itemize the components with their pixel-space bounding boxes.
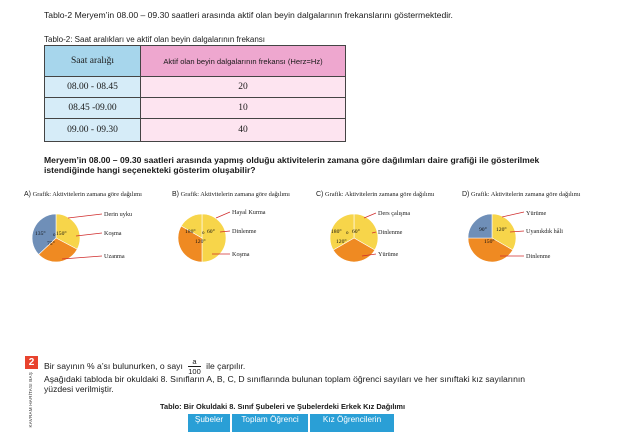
cell-time: 09.00 - 09.30 <box>45 119 141 142</box>
cell-time: 08.00 - 08.45 <box>45 77 141 98</box>
center-mark: o <box>53 233 56 238</box>
angle-label: 60° <box>207 229 215 235</box>
question-number-badge: 2 <box>25 356 38 369</box>
angle-label: 180° <box>331 229 342 235</box>
header-toplam-ogrenci: Toplam Öğrenci <box>232 414 308 432</box>
table-header-row <box>45 46 346 77</box>
option-letter: C) <box>316 191 324 198</box>
sidebar-vertical-text: KAVRAM HARİTASI BAŞ <box>28 372 33 428</box>
option-a-title[interactable] <box>24 191 142 198</box>
activity-label: Derin uyku <box>104 211 133 218</box>
activity-label: Dinlenme <box>378 229 403 236</box>
activity-label: Uyanıkdık hâli <box>526 228 563 235</box>
q2-table-caption: Tablo: Bir Okuldaki 8. Sınıf Şubeleri ve Şubelerdeki Erkek Kız Dağılımı <box>160 402 406 411</box>
center-mark: o <box>202 231 205 236</box>
header-frequency: Aktif olan beyin dalgalarının frekansı (Herz=Hz) <box>141 46 346 77</box>
table-row <box>45 119 346 142</box>
pie-slice <box>202 214 226 262</box>
table-row <box>45 77 346 98</box>
fraction-numerator: a <box>188 357 201 367</box>
option-c-title[interactable] <box>316 191 434 198</box>
angle-label: 120° <box>336 239 347 245</box>
option-letter: D) <box>462 191 470 198</box>
option-d-title[interactable] <box>462 191 580 198</box>
angle-label: 150° <box>56 231 67 237</box>
cell-time: 08.45 -09.00 <box>45 98 141 119</box>
header-kiz-ogrenciler: Kız Öğrencilerin <box>310 414 394 432</box>
cell-freq: 10 <box>141 98 346 119</box>
center-mark: o <box>346 231 349 236</box>
activity-label: Dinlenme <box>232 228 257 235</box>
angle-label: 150° <box>484 239 495 245</box>
leader-line <box>68 214 102 218</box>
frequency-table <box>44 45 346 142</box>
question-text: Meryem’in 08.00 – 09.30 saatleri arasında yapmış olduğu aktivitelerin zamana göre dağılımları daire grafiği ile gösterilmek istendiğinde hangi seçenekteki gösterim oluşabilir? <box>44 155 540 175</box>
activity-label: Ders çalışma <box>378 210 411 217</box>
fraction-denominator: 100 <box>188 367 201 376</box>
q2-text-a: Bir sayının % a’sı bulunurken, o sayı <box>44 360 183 371</box>
angle-label: 90° <box>479 227 487 233</box>
option-title-text: Grafik: Aktivitelerin zamana göre dağılımı <box>325 191 435 198</box>
activity-label: Yürüme <box>526 210 547 217</box>
activity-label: Koşma <box>104 230 122 237</box>
header-subeler: Şubeler <box>188 414 230 432</box>
angle-label: 120° <box>496 227 507 233</box>
activity-label: Dinlenme <box>526 253 551 260</box>
angle-label: 180° <box>185 229 196 235</box>
option-b-title[interactable] <box>172 191 290 198</box>
cell-freq: 20 <box>141 77 346 98</box>
option-title-text: Grafik: Aktivitelerin zamana göre dağılımı <box>32 191 142 198</box>
cell-freq: 40 <box>141 119 346 142</box>
leader-line <box>216 212 230 218</box>
option-a-pie-chart <box>26 204 166 268</box>
intro-text: Tablo-2 Meryem’in 08.00 – 09.30 saatleri arasında aktif olan beyin dalgalarının frekanslarını göstermektedir. <box>44 10 453 20</box>
angle-label: 75° <box>47 241 55 247</box>
leader-line <box>502 212 524 217</box>
pie-slice <box>468 214 492 238</box>
q2-line2: Aşağıdaki tabloda bir okuldaki 8. Sınıfların A, B, C, D sınıflarında bulunan toplam öğrenci sayıları ve her sınıftaki kız sayılarının yüzdesi verilmiştir. <box>44 374 526 394</box>
activity-label: Yürüme <box>378 251 399 258</box>
table-row <box>45 98 346 119</box>
q2-text-b: ile çarpılır. <box>206 360 246 371</box>
activity-label: Uzanma <box>104 253 125 260</box>
leader-line <box>364 213 376 218</box>
table2-caption: Tablo-2: Saat aralıkları ve aktif olan beyin dalgalarının frekansı <box>44 35 266 44</box>
activity-label: Koşma <box>232 251 250 258</box>
header-time: Saat aralığı <box>45 46 141 77</box>
option-title-text: Grafik: Aktivitelerin zamana göre dağılımı <box>471 191 581 198</box>
option-title-text: Grafik: Aktivitelerin zamana göre dağılımı <box>180 191 290 198</box>
activity-label: Hayal Kurma <box>232 209 266 216</box>
option-letter: A) <box>24 191 31 198</box>
option-letter: B) <box>172 191 179 198</box>
angle-label: 135° <box>35 231 46 237</box>
angle-label: 60° <box>352 229 360 235</box>
angle-label: 120° <box>195 239 206 245</box>
